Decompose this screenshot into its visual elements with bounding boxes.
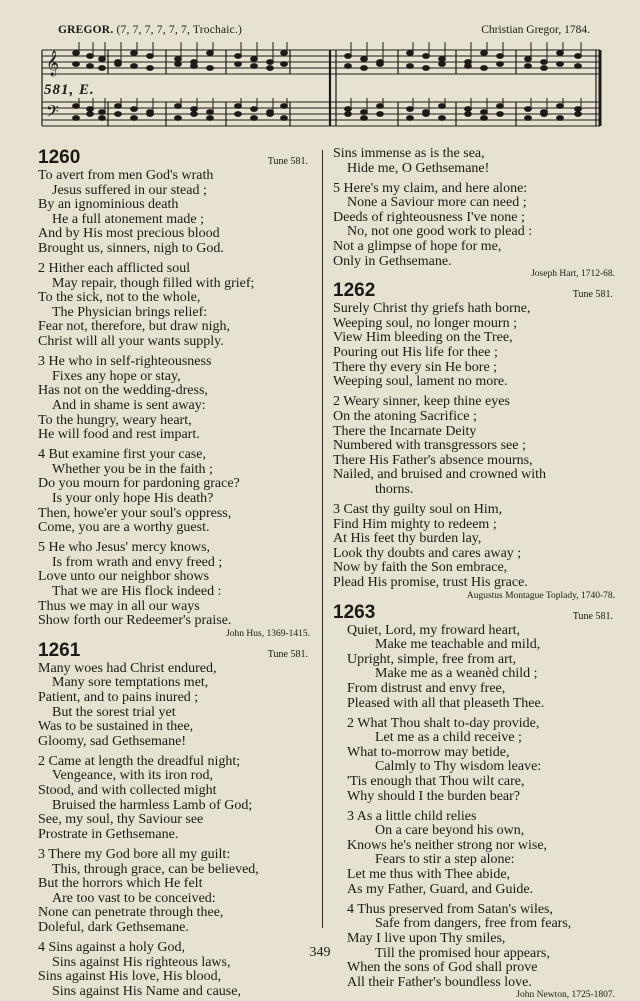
- note-head: [465, 64, 472, 69]
- note-head: [407, 51, 414, 56]
- hymn-author: Joseph Hart, 1712-68.: [531, 269, 615, 280]
- verse-line: 4 Sins against a holy God,: [38, 940, 185, 955]
- verse-line: Love unto our neighbor shows: [38, 569, 210, 585]
- verse-line: That we are His flock indeed :: [52, 584, 222, 600]
- note-head: [147, 54, 154, 59]
- note-head: [235, 104, 242, 109]
- verse-line: To the sick, not to the whole,: [38, 290, 201, 306]
- verse-line: Knows he's neither strong nor wise,: [347, 837, 548, 853]
- note-head: [481, 110, 488, 115]
- verse-line: Patient, and to pains inured ;: [38, 690, 199, 705]
- verse-line: Was to be sustained in thee,: [38, 719, 194, 735]
- verse-line: All their Father's boundless love.: [347, 974, 532, 990]
- note-head: [175, 116, 182, 121]
- note-head: [131, 107, 138, 112]
- note-head: [407, 116, 414, 121]
- note-head: [497, 104, 504, 109]
- note-head: [87, 54, 94, 59]
- note-head: [115, 62, 122, 67]
- verse-line: From distrust and envy free,: [347, 680, 506, 696]
- verse-line: Fears to stir a step alone:: [375, 852, 515, 868]
- note-head: [439, 62, 446, 67]
- verse-line: Safe from dangers, free from fears,: [375, 916, 572, 932]
- verse-line: Quiet, Lord, my froward heart,: [347, 622, 520, 638]
- verse-line: Sins against His righteous laws,: [52, 954, 231, 970]
- tune-number-label: 581, E.: [44, 82, 95, 98]
- note-head: [207, 110, 214, 115]
- note-head: [207, 116, 214, 121]
- verse-line: Not a glimpse of hope for me,: [333, 239, 502, 255]
- verse-line: 2 Weary sinner, keep thine eyes: [333, 394, 510, 410]
- verse-line: There His Father's absence mourns,: [333, 452, 533, 468]
- verse-line: 3 There my God bore all my guilt:: [38, 846, 231, 862]
- verse-line: Now by faith the Son embrace,: [333, 560, 508, 576]
- note-head: [175, 57, 182, 62]
- note-head: [251, 57, 258, 62]
- verse-line: Numbered with transgressors see ;: [333, 438, 526, 454]
- verse-line: 3 As a little child relies: [347, 808, 477, 824]
- note-head: [281, 51, 288, 56]
- note-head: [115, 104, 122, 109]
- verse-line: This, through grace, can be believed,: [52, 861, 259, 877]
- verse-line: Show forth our Redeemer's praise.: [38, 613, 232, 629]
- note-head: [207, 51, 214, 56]
- verse-line: Look thy doubts and cares away ;: [333, 545, 522, 561]
- note-head: [407, 64, 414, 69]
- tune-name: GREGOR.: [58, 24, 114, 36]
- verse-line: He a full atonement made ;: [52, 211, 204, 227]
- hymn-1262-header: [333, 280, 615, 302]
- verse-line: thorns.: [375, 481, 414, 497]
- hymn-author: Augustus Montague Toplady, 1740-78.: [466, 590, 615, 601]
- verse-line: 4 Thus preserved from Satan's wiles,: [347, 901, 554, 917]
- verse-line: Doleful, dark Gethsemane.: [38, 919, 189, 935]
- verse-line: 2 Came at length the dreadful night;: [38, 753, 241, 769]
- verse-line: Sins against His love, His blood,: [38, 969, 222, 985]
- verse-line: Vengeance, with its iron rod,: [52, 768, 213, 784]
- note-head: [175, 104, 182, 109]
- verse-line: There the Incarnate Deity: [333, 423, 477, 439]
- note-head: [423, 54, 430, 59]
- verse-line: 4 But examine first your case,: [38, 447, 206, 463]
- note-head: [175, 62, 182, 67]
- note-head: [423, 66, 430, 71]
- verse-line: Pouring out His life for thee ;: [333, 345, 498, 361]
- note-head: [281, 62, 288, 67]
- verse-line: Find Him mighty to redeem ;: [333, 516, 497, 532]
- note-head: [345, 54, 352, 59]
- hymn-number: 1263: [333, 601, 376, 623]
- note-head: [73, 51, 80, 56]
- note-head: [147, 112, 154, 117]
- note-head: [465, 112, 472, 117]
- verse-line: Do you mourn for pardoning grace?: [38, 476, 240, 492]
- hymn-author: John Hus, 1369-1415.: [226, 628, 310, 639]
- note-head: [99, 66, 106, 71]
- note-head: [541, 60, 548, 65]
- verse-line: Make me as a weanèd child ;: [375, 666, 538, 682]
- verse-line: By an ignominious death: [38, 197, 179, 213]
- note-head: [575, 107, 582, 112]
- verse-line: Come, you are a worthy guest.: [38, 520, 210, 536]
- music-score: [38, 40, 604, 140]
- hymn-1263-header: [333, 602, 615, 624]
- hymn-tune-ref: Tune 581.: [572, 610, 613, 622]
- note-head: [235, 62, 242, 67]
- note-head: [497, 112, 504, 117]
- hymn-author: John Newton, 1725-1807.: [516, 990, 615, 1001]
- note-head: [115, 112, 122, 117]
- note-head: [99, 110, 106, 115]
- verse-line: Nailed, and bruised and crowned with: [333, 467, 547, 483]
- hymn-1261-continued: [333, 147, 615, 280]
- verse-line: And in shame is sent away:: [52, 397, 206, 413]
- verse-line: Weeping soul, no longer mourn ;: [333, 315, 517, 331]
- note-head: [525, 64, 532, 69]
- verse-line: On the atoning Sacrifice ;: [333, 408, 477, 424]
- hymn-1260-header: [38, 147, 310, 169]
- verse-line: Prostrate in Gethsemane.: [38, 826, 179, 842]
- verse-line: There thy every sin He bore ;: [333, 359, 498, 375]
- verse-line: Surely Christ thy griefs hath borne,: [333, 301, 531, 317]
- treble-clef-icon: 𝄞: [46, 51, 60, 76]
- note-head: [345, 64, 352, 69]
- verse-line: Many sore temptations met,: [52, 675, 209, 691]
- verse-line: Hide me, O Gethsemane!: [347, 160, 490, 176]
- note-head: [541, 66, 548, 71]
- barlines: [42, 50, 600, 126]
- verse-line: Why should I the burden bear?: [347, 788, 520, 804]
- verse-line: But the sorest trial yet: [52, 704, 176, 720]
- hymn-tune-ref: Tune 581.: [267, 648, 308, 660]
- hymn-1260-text: [38, 169, 310, 640]
- note-head: [235, 54, 242, 59]
- verse-line: 2 What Thou shalt to-day provide,: [347, 715, 540, 731]
- note-head: [377, 104, 384, 109]
- verse-line: Whether you be in the faith ;: [52, 461, 213, 477]
- notes: [73, 42, 582, 120]
- verse-line: Fixes any hope or stay,: [52, 368, 181, 384]
- verse-line: 3 Cast thy guilty soul on Him,: [333, 501, 503, 517]
- verse-line: 2 Hither each afflicted soul: [38, 261, 191, 277]
- verse-line: Has not on the wedding-dress,: [38, 383, 208, 399]
- verse-line: Many woes had Christ endured,: [38, 660, 217, 676]
- note-head: [557, 62, 564, 67]
- verse-line: Then, howe'er your soul's oppress,: [38, 505, 232, 521]
- note-head: [345, 112, 352, 117]
- note-head: [131, 64, 138, 69]
- column-divider: [322, 150, 323, 928]
- verse-line: Brought us, sinners, nigh to God.: [38, 240, 224, 256]
- note-head: [251, 116, 258, 121]
- note-head: [251, 64, 258, 69]
- hymn-tune-ref: Tune 581.: [267, 156, 308, 167]
- verse-line: Bruised the harmless Lamb of God;: [52, 797, 253, 813]
- note-head: [191, 107, 198, 112]
- note-head: [497, 62, 504, 67]
- verse-line: Jesus suffered in our stead ;: [52, 182, 207, 198]
- verse-line: But the horrors which He felt: [38, 876, 203, 892]
- verse-line: None a Saviour more can need ;: [347, 195, 527, 211]
- note-head: [267, 60, 274, 65]
- verse-line: 5 He who Jesus' mercy knows,: [38, 540, 211, 556]
- note-head: [497, 54, 504, 59]
- note-head: [557, 51, 564, 56]
- note-head: [525, 116, 532, 121]
- note-head: [131, 116, 138, 121]
- note-head: [557, 116, 564, 121]
- note-head: [423, 112, 430, 117]
- bass-clef-icon: 𝄢: [46, 101, 59, 125]
- tune-composer: Christian Gregor, 1784.: [481, 24, 590, 36]
- verse-line: As my Father, Guard, and Guide.: [347, 881, 534, 897]
- note-head: [525, 57, 532, 62]
- verse-line: May I live upon Thy smiles,: [347, 930, 506, 946]
- verse-line: At His feet thy burden lay,: [333, 531, 482, 547]
- note-head: [481, 51, 488, 56]
- note-head: [99, 116, 106, 121]
- verse-line: View Him bleeding on the Tree,: [333, 330, 513, 346]
- note-head: [345, 107, 352, 112]
- note-head: [87, 64, 94, 69]
- note-head: [465, 107, 472, 112]
- hymn-number: 1261: [38, 639, 81, 661]
- tune-meter: (7, 7, 7, 7, 7, 7, Trochaic.): [116, 24, 243, 36]
- note-head: [131, 51, 138, 56]
- note-head: [541, 112, 548, 117]
- verse-line: Upright, simple, free from art,: [347, 651, 517, 667]
- note-head: [235, 112, 242, 117]
- note-head: [481, 66, 488, 71]
- verse-line: Plead His promise, trust His grace.: [333, 574, 528, 590]
- verse-line: Fear not, therefore, but draw nigh,: [38, 319, 231, 335]
- verse-line: Till the promised hour appears,: [375, 945, 550, 961]
- note-head: [361, 66, 368, 71]
- left-column: [38, 147, 310, 999]
- verse-line: Make me teachable and mild,: [375, 637, 541, 653]
- verse-line: Calmly to Thy wisdom leave:: [375, 759, 542, 775]
- hymn-1262-text: [333, 302, 615, 601]
- note-head: [281, 116, 288, 121]
- note-head: [99, 57, 106, 62]
- note-head: [439, 57, 446, 62]
- verse-line: Gloomy, sad Gethsemane!: [38, 733, 186, 749]
- verse-line: When the sons of God shall prove: [347, 960, 538, 976]
- note-head: [439, 104, 446, 109]
- note-head: [73, 62, 80, 67]
- note-head: [481, 116, 488, 121]
- note-head: [361, 116, 368, 121]
- verse-line: None can penetrate through thee,: [38, 905, 224, 921]
- note-head: [207, 66, 214, 71]
- verse-line: To avert from men God's wrath: [38, 168, 214, 183]
- note-head: [73, 104, 80, 109]
- verse-line: On a care beyond his own,: [375, 823, 525, 839]
- note-head: [575, 112, 582, 117]
- note-head: [361, 57, 368, 62]
- verse-line: No, not one good work to plead :: [347, 224, 533, 240]
- note-head: [525, 107, 532, 112]
- verse-line: Sins against His Name and cause,: [52, 983, 241, 999]
- note-head: [251, 107, 258, 112]
- hymn-tune-ref: Tune 581.: [572, 289, 613, 301]
- verse-line: Let me thus with Thee abide,: [347, 867, 511, 883]
- note-head: [439, 116, 446, 121]
- note-head: [191, 64, 198, 69]
- verse-line: Only in Gethsemane.: [333, 253, 452, 269]
- note-head: [407, 107, 414, 112]
- verse-line: May repair, though filled with grief;: [52, 275, 255, 291]
- verse-line: And by His most precious blood: [38, 226, 220, 242]
- note-head: [575, 64, 582, 69]
- note-head: [361, 110, 368, 115]
- note-head: [73, 116, 80, 121]
- note-head: [87, 112, 94, 117]
- verse-line: Sins immense as is the sea,: [333, 146, 485, 161]
- note-head: [147, 66, 154, 71]
- note-head: [575, 54, 582, 59]
- note-head: [281, 104, 288, 109]
- verse-line: 5 Here's my claim, and here alone:: [333, 180, 528, 196]
- verse-line: To the hungry, weary heart,: [38, 412, 192, 428]
- verse-line: Pleased with all that pleaseth Thee.: [347, 695, 545, 711]
- tune-header: [58, 24, 242, 36]
- verse-line: Weeping soul, lament no more.: [333, 374, 508, 390]
- verse-line: Stood, and with collected might: [38, 783, 217, 799]
- hymn-number: 1262: [333, 280, 376, 302]
- note-head: [191, 112, 198, 117]
- verse-line: Thus we may in all our ways: [38, 598, 200, 614]
- verse-line: Let me as a child receive ;: [375, 730, 522, 746]
- right-column: [333, 147, 615, 1001]
- verse-line: Is your only hope His death?: [52, 490, 214, 506]
- verse-line: See, my soul, thy Saviour see: [38, 812, 204, 828]
- note-head: [377, 62, 384, 67]
- note-head: [557, 104, 564, 109]
- verse-line: He will food and rest impart.: [38, 427, 200, 443]
- verse-line: Is from wrath and envy freed ;: [52, 554, 223, 570]
- note-head: [377, 112, 384, 117]
- note-head: [87, 107, 94, 112]
- verse-line: The Physician brings relief:: [52, 304, 208, 320]
- verse-line: 'Tis enough that Thou wilt care,: [347, 773, 525, 789]
- hymn-1261-header: [38, 640, 310, 662]
- verse-line: What to-morrow may betide,: [347, 744, 510, 760]
- note-head: [267, 66, 274, 71]
- page-number: 349: [309, 945, 331, 960]
- verse-line: Are too vast to be conceived:: [52, 890, 216, 906]
- verse-line: Christ will all your wants supply.: [38, 334, 224, 350]
- hymn-number: 1260: [38, 147, 81, 168]
- verse-line: 3 He who in self-righteousness: [38, 354, 212, 370]
- verse-line: Deeds of righteousness I've none ;: [333, 209, 525, 225]
- note-head: [267, 112, 274, 117]
